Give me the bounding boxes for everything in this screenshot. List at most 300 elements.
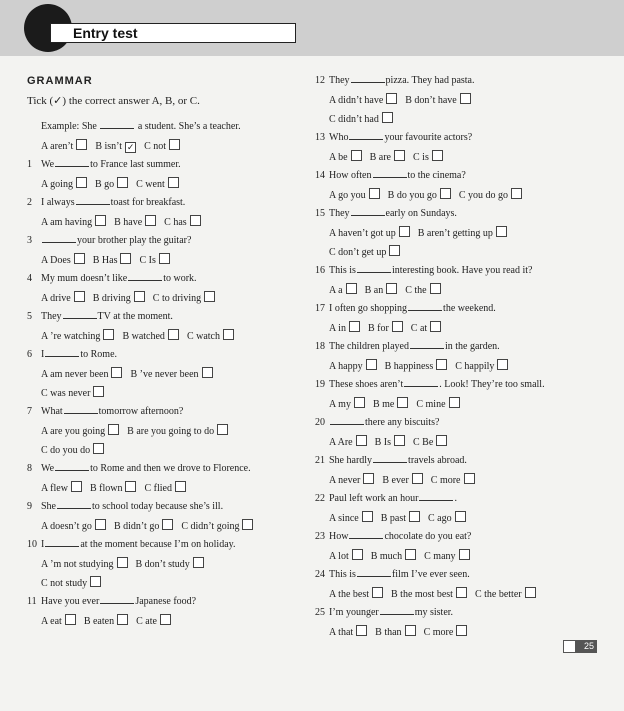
answer-checkbox[interactable] (169, 139, 180, 150)
option-label: B eaten (83, 616, 115, 627)
question-17-options (315, 321, 615, 340)
answer-checkbox[interactable] (456, 587, 467, 598)
answer-option (424, 627, 468, 638)
question-text-before: These shoes aren’t (329, 379, 404, 390)
question-2 (27, 196, 297, 215)
answer-checkbox[interactable] (125, 142, 136, 153)
answer-checkbox[interactable] (71, 481, 82, 492)
answer-option (411, 323, 441, 334)
answer-checkbox[interactable] (405, 625, 416, 636)
question-9 (27, 500, 297, 519)
question-number: 21 (315, 455, 325, 466)
answer-blank (57, 500, 91, 509)
option-label: A eat (41, 616, 62, 627)
question-number: 18 (315, 341, 325, 352)
answer-checkbox[interactable] (162, 519, 173, 530)
answer-checkbox[interactable] (409, 511, 420, 522)
question-number: 5 (27, 311, 32, 322)
answer-checkbox[interactable] (430, 321, 441, 332)
answer-blank (419, 492, 453, 501)
question-14-options (315, 188, 615, 207)
answer-option (41, 217, 106, 228)
option-label: C you do go (458, 190, 509, 201)
question-number: 15 (315, 208, 325, 219)
answer-option (329, 361, 377, 372)
answer-checkbox[interactable] (399, 226, 410, 237)
left-column (27, 74, 297, 633)
answer-option (373, 399, 408, 410)
question-text-after: toast for breakfast. (110, 197, 186, 208)
answer-blank (357, 264, 391, 273)
answer-option (114, 521, 173, 532)
answer-option (329, 228, 410, 239)
answer-option (329, 551, 363, 562)
answer-checkbox[interactable] (366, 359, 377, 370)
answer-checkbox[interactable] (168, 177, 179, 188)
answer-checkbox[interactable] (117, 177, 128, 188)
option-label: C do you do (41, 445, 91, 456)
option-label: C ate (136, 616, 157, 627)
answer-option (164, 217, 201, 228)
option-label: C Is (139, 255, 156, 266)
answer-option (329, 190, 380, 201)
answer-option (329, 437, 367, 448)
answer-checkbox[interactable] (430, 283, 441, 294)
answer-option (413, 152, 443, 163)
answer-checkbox[interactable] (134, 291, 145, 302)
option-label: B flown (89, 483, 123, 494)
answer-option (136, 616, 171, 627)
answer-option (329, 475, 374, 486)
answer-checkbox[interactable] (223, 329, 234, 340)
answer-checkbox[interactable] (455, 511, 466, 522)
question-text-after: film I’ve ever seen. (391, 569, 470, 580)
question-6-options-extra (27, 386, 297, 405)
question-text-after: my sister. (414, 607, 454, 618)
option-label: C don’t get up (329, 247, 387, 258)
answer-checkbox[interactable] (496, 226, 507, 237)
answer-option (114, 217, 156, 228)
answer-option (93, 293, 145, 304)
option-label: C was never (41, 388, 91, 399)
question-4 (27, 272, 297, 291)
answer-checkbox[interactable] (95, 215, 106, 226)
option-label: A a (329, 285, 343, 296)
answer-checkbox[interactable] (412, 473, 423, 484)
answer-blank (349, 530, 383, 539)
answer-checkbox[interactable] (497, 359, 508, 370)
option-label: C mine (416, 399, 446, 410)
answer-checkbox[interactable] (159, 253, 170, 264)
option-label: C flied (144, 483, 172, 494)
answer-checkbox[interactable] (93, 386, 104, 397)
answer-checkbox[interactable] (202, 367, 213, 378)
option-label: A Does (41, 255, 71, 266)
question-3 (27, 234, 297, 253)
answer-option (95, 141, 136, 152)
answer-option (416, 399, 459, 410)
option-label: A aren’t (41, 141, 74, 152)
answer-blank (128, 272, 162, 281)
question-text-before: My mum doesn’t like (41, 273, 128, 284)
question-text-after: to school today because she’s ill. (92, 501, 224, 512)
answer-option (391, 589, 467, 600)
question-text-after: there any biscuits? (365, 417, 440, 428)
option-label: B watched (122, 331, 165, 342)
answer-option (41, 179, 87, 190)
question-9-options (27, 519, 297, 538)
option-label: A my (329, 399, 351, 410)
answer-checkbox[interactable] (125, 481, 136, 492)
option-label: A ’m not studying (41, 559, 114, 570)
question-22 (315, 492, 615, 511)
answer-blank (408, 302, 442, 311)
answer-checkbox[interactable] (74, 291, 85, 302)
answer-blank (330, 416, 364, 425)
answer-option (144, 141, 180, 152)
option-label: B Has (92, 255, 118, 266)
page-number: 25 (583, 641, 594, 651)
option-label: C more (423, 627, 454, 638)
question-17 (315, 302, 615, 321)
answer-checkbox[interactable] (346, 283, 357, 294)
question-24 (315, 568, 615, 587)
page-title: Entry test (73, 25, 138, 41)
answer-checkbox[interactable] (74, 253, 85, 264)
answer-checkbox[interactable] (349, 321, 360, 332)
option-label: B the most best (391, 589, 453, 600)
question-number: 25 (315, 607, 325, 618)
answer-checkbox[interactable] (160, 614, 171, 625)
answer-checkbox[interactable] (459, 549, 470, 560)
option-label: A going (41, 179, 73, 190)
answer-option (144, 483, 186, 494)
question-18 (315, 340, 615, 359)
option-label: A didn’t have (329, 95, 384, 106)
answer-option (371, 551, 416, 562)
answer-checkbox[interactable] (440, 188, 451, 199)
question-text-before: The children played (329, 341, 409, 352)
question-number: 12 (315, 75, 325, 86)
question-21-options (315, 473, 615, 492)
answer-checkbox[interactable] (386, 283, 397, 294)
question-number: 1 (27, 159, 32, 170)
option-label: A never (329, 475, 361, 486)
example-question (27, 120, 297, 139)
right-column (315, 74, 615, 644)
option-label: B are you going to do (127, 426, 215, 437)
answer-checkbox[interactable] (90, 576, 101, 587)
question-number: 14 (315, 170, 325, 181)
question-number: 4 (27, 273, 32, 284)
answer-checkbox[interactable] (95, 519, 106, 530)
answer-checkbox[interactable] (432, 150, 443, 161)
question-text-before: What (41, 406, 63, 417)
question-23 (315, 530, 615, 549)
answer-blank (351, 207, 385, 216)
answer-checkbox[interactable] (464, 473, 475, 484)
page-number-square (563, 640, 576, 653)
answer-option (329, 513, 373, 524)
question-number: 22 (315, 493, 325, 504)
answer-option (136, 559, 204, 570)
answer-checkbox[interactable] (76, 139, 87, 150)
answer-option (455, 361, 508, 372)
answer-checkbox[interactable] (108, 424, 119, 435)
answer-blank (55, 462, 89, 471)
header-bar (0, 0, 624, 56)
question-number: 8 (27, 463, 32, 474)
option-label: A go you (329, 190, 366, 201)
question-20-options (315, 435, 615, 454)
answer-checkbox[interactable] (145, 215, 156, 226)
option-label: C Be (413, 437, 434, 448)
answer-checkbox[interactable] (175, 481, 186, 492)
answer-option (329, 95, 397, 106)
question-text-after: TV at the moment. (97, 311, 173, 322)
answer-option (139, 255, 169, 266)
option-label: B isn’t (95, 141, 123, 152)
answer-option (329, 152, 362, 163)
question-text-after: to France last summer. (90, 159, 181, 170)
answer-checkbox[interactable] (117, 557, 128, 568)
question-text-before: I always (41, 197, 75, 208)
answer-checkbox[interactable] (354, 397, 365, 408)
option-label: C didn’t had (329, 114, 379, 125)
option-label: C to driving (152, 293, 202, 304)
question-number: 6 (27, 349, 32, 360)
option-label: A drive (41, 293, 71, 304)
answer-option (329, 589, 383, 600)
answer-blank (100, 595, 134, 604)
answer-option (431, 475, 475, 486)
answer-checkbox[interactable] (405, 549, 416, 560)
question-text-before: She hardly (329, 455, 373, 466)
answer-checkbox[interactable] (76, 177, 87, 188)
option-label: C the better (474, 589, 522, 600)
answer-option (475, 589, 536, 600)
answer-checkbox[interactable] (436, 435, 447, 446)
option-label: A am having (41, 217, 93, 228)
question-19 (315, 378, 615, 397)
answer-option (370, 152, 405, 163)
question-6-options (27, 367, 297, 386)
question-22-options (315, 511, 615, 530)
answer-checkbox[interactable] (394, 435, 405, 446)
question-text-after: to Rome and then we drove to Florence. (90, 463, 251, 474)
question-7-options (27, 424, 297, 443)
answer-checkbox[interactable] (93, 443, 104, 454)
answer-option (329, 323, 360, 334)
answer-checkbox[interactable] (363, 473, 374, 484)
option-label: A are you going (41, 426, 106, 437)
question-10-options-extra (27, 576, 297, 595)
answer-checkbox[interactable] (460, 93, 471, 104)
question-14 (315, 169, 615, 188)
answer-option (329, 247, 400, 258)
option-label: B ever (382, 475, 409, 486)
option-label: B driving (92, 293, 131, 304)
answer-option (41, 331, 114, 342)
answer-checkbox[interactable] (386, 93, 397, 104)
option-label: C not (144, 141, 167, 152)
answer-option (459, 190, 522, 201)
answer-checkbox[interactable] (362, 511, 373, 522)
answer-option (41, 483, 82, 494)
answer-blank (410, 340, 444, 349)
question-text-after: the weekend. (443, 303, 496, 314)
question-text-after: travels abroad. (408, 455, 467, 466)
option-label: B ’ve never been (130, 369, 199, 380)
answer-checkbox[interactable] (525, 587, 536, 598)
question-15 (315, 207, 615, 226)
answer-checkbox[interactable] (204, 291, 215, 302)
option-label: A Are (329, 437, 353, 448)
option-label: C went (136, 179, 165, 190)
instruction: Tick (✓) the correct answer A, B, or C. (27, 95, 200, 107)
answer-checkbox[interactable] (449, 397, 460, 408)
question-text-before: They (41, 311, 62, 322)
answer-option (153, 293, 215, 304)
answer-checkbox[interactable] (168, 329, 179, 340)
question-18-options (315, 359, 615, 378)
answer-option (385, 361, 448, 372)
question-number: 24 (315, 569, 325, 580)
question-text-before: This is (329, 265, 356, 276)
answer-checkbox[interactable] (65, 614, 76, 625)
question-text-before: She (41, 501, 56, 512)
option-label: A flew (41, 483, 68, 494)
answer-checkbox[interactable] (193, 557, 204, 568)
answer-checkbox[interactable] (217, 424, 228, 435)
answer-checkbox[interactable] (352, 549, 363, 560)
answer-checkbox[interactable] (103, 329, 114, 340)
answer-checkbox[interactable] (456, 625, 467, 636)
option-label: B Is (374, 437, 392, 448)
option-label: A haven’t got up (329, 228, 396, 239)
answer-blank (373, 454, 407, 463)
answer-option (41, 559, 128, 570)
answer-option (329, 285, 357, 296)
question-text-after: interesting book. Have you read it? (391, 265, 533, 276)
option-label: C the (405, 285, 427, 296)
question-7-options-extra (27, 443, 297, 462)
answer-option (381, 513, 420, 524)
question-5 (27, 310, 297, 329)
question-text-before: I (41, 349, 45, 360)
question-24-options (315, 587, 615, 606)
answer-checkbox[interactable] (372, 587, 383, 598)
answer-option (122, 331, 179, 342)
answer-checkbox[interactable] (389, 245, 400, 256)
answer-option (41, 369, 122, 380)
answer-option (329, 399, 365, 410)
answer-checkbox[interactable] (436, 359, 447, 370)
question-text-before: This is (329, 569, 356, 580)
answer-checkbox[interactable] (356, 625, 367, 636)
answer-option (41, 255, 85, 266)
example-pre: Example: She (41, 121, 97, 132)
answer-checkbox[interactable] (351, 150, 362, 161)
option-label: A since (329, 513, 359, 524)
question-20 (315, 416, 615, 435)
answer-checkbox[interactable] (369, 188, 380, 199)
option-label: A be (329, 152, 348, 163)
question-10 (27, 538, 297, 557)
answer-checkbox[interactable] (394, 150, 405, 161)
option-label: B happiness (384, 361, 434, 372)
answer-checkbox[interactable] (111, 367, 122, 378)
answer-checkbox[interactable] (190, 215, 201, 226)
answer-option (84, 616, 128, 627)
option-label: C at (410, 323, 428, 334)
answer-option (41, 578, 101, 589)
option-label: A happy (329, 361, 363, 372)
answer-blank (357, 568, 391, 577)
option-label: B past (380, 513, 406, 524)
answer-checkbox[interactable] (242, 519, 253, 530)
question-text-after: at the moment because I’m on holiday. (80, 539, 236, 550)
question-text-after: pizza. They had pasta. (385, 75, 475, 86)
option-label: B do you go (387, 190, 437, 201)
question-12-options (315, 93, 615, 112)
answer-checkbox[interactable] (392, 321, 403, 332)
answer-checkbox[interactable] (117, 614, 128, 625)
answer-option (130, 369, 212, 380)
option-label: C didn’t going (181, 521, 240, 532)
question-number: 13 (315, 132, 325, 143)
option-label: A in (329, 323, 346, 334)
answer-checkbox[interactable] (356, 435, 367, 446)
option-label: A am never been (41, 369, 109, 380)
answer-checkbox[interactable] (382, 112, 393, 123)
title-box (50, 23, 296, 43)
answer-checkbox[interactable] (120, 253, 131, 264)
option-label: A the best (329, 589, 369, 600)
answer-checkbox[interactable] (397, 397, 408, 408)
answer-option (329, 627, 367, 638)
answer-option (428, 513, 466, 524)
question-text-before: Paul left work an hour (329, 493, 419, 504)
option-label: B aren’t getting up (417, 228, 493, 239)
question-19-options (315, 397, 615, 416)
answer-option (41, 293, 85, 304)
question-12 (315, 74, 615, 93)
answer-option (41, 388, 104, 399)
question-number: 2 (27, 197, 32, 208)
option-label: B me (372, 399, 395, 410)
answer-option (424, 551, 469, 562)
question-4-options (27, 291, 297, 310)
option-label: B go (94, 179, 115, 190)
question-number: 9 (27, 501, 32, 512)
question-text-after: to the cinema? (407, 170, 466, 181)
option-label: C many (424, 551, 456, 562)
answer-option (41, 426, 119, 437)
question-text-before: We (41, 463, 55, 474)
answer-option (41, 141, 87, 152)
option-label: A lot (329, 551, 349, 562)
option-label: B have (114, 217, 143, 228)
answer-blank (380, 606, 414, 615)
question-16 (315, 264, 615, 283)
answer-option (405, 285, 440, 296)
answer-blank (76, 196, 110, 205)
question-text-before: I often go shopping (329, 303, 408, 314)
answer-option (388, 190, 451, 201)
answer-checkbox[interactable] (511, 188, 522, 199)
option-label: C is (413, 152, 429, 163)
